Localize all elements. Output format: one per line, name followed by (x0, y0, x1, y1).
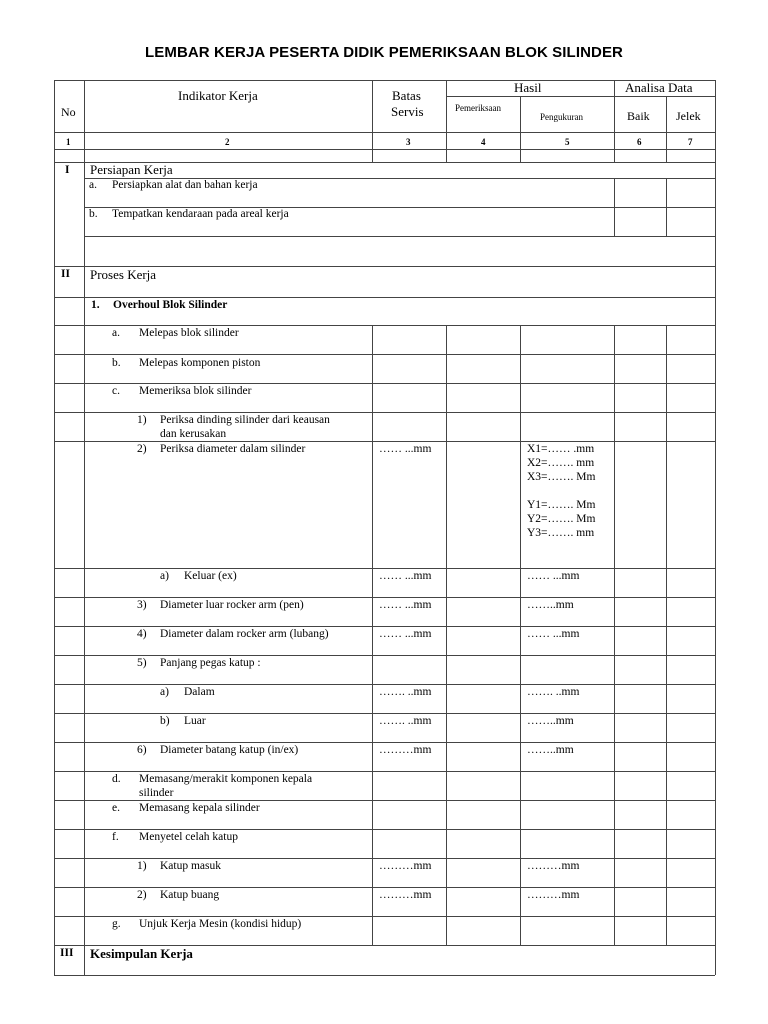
item-label: Panjang pegas katup : (160, 657, 261, 669)
measurement-value: …… ...mm (527, 570, 580, 582)
item-marker: 3) (137, 599, 147, 611)
item-label: Tempatkan kendaraan pada areal kerja (112, 208, 289, 220)
batas-value: …… ...mm (379, 570, 432, 582)
item-label: Luar (184, 715, 206, 727)
table-line (666, 178, 667, 236)
table-line (54, 655, 715, 656)
item-marker: a. (89, 179, 97, 191)
item-label: Memeriksa blok silinder (139, 385, 252, 397)
measurement-value: ……..mm (527, 715, 574, 727)
section-title: Proses Kerja (90, 267, 157, 282)
item-marker: b. (112, 357, 121, 369)
batas-value: …… ...mm (379, 599, 432, 611)
item-marker: 2) (137, 889, 147, 901)
batas-value: …… ...mm (379, 628, 432, 640)
item-label: Diameter dalam rocker arm (lubang) (160, 628, 329, 640)
batas-value: ……. ..mm (379, 715, 432, 727)
header-hasil: Hasil (514, 80, 542, 95)
document-title: LEMBAR KERJA PESERTA DIDIK PEMERIKSAAN BLOK SILINDER (144, 44, 623, 61)
batas-value: ……. ..mm (379, 686, 432, 698)
column-number: 3 (406, 137, 411, 147)
item-marker: a) (160, 570, 169, 582)
measurement-value: …… ...mm (527, 628, 580, 640)
table-line (372, 325, 373, 945)
section-number: II (61, 268, 70, 280)
table-line (520, 325, 521, 945)
measurement-value: ………mm (527, 860, 580, 872)
header-indikator: Indikator Kerja (178, 88, 258, 103)
item-label: silinder (139, 787, 174, 799)
item-label: Periksa dinding silinder dari keausan (160, 414, 330, 426)
header-analisa: Analisa Data (625, 80, 693, 95)
column-number: 2 (225, 137, 230, 147)
table-line (54, 975, 715, 976)
table-line (54, 412, 715, 413)
column-number: 5 (565, 137, 570, 147)
table-line (446, 80, 447, 162)
item-marker: a. (112, 327, 120, 339)
section-number: III (60, 947, 74, 959)
measurement-value: Y3=……. mm (527, 527, 595, 539)
item-marker: b) (160, 715, 170, 727)
item-label: Periksa diameter dalam silinder (160, 443, 306, 455)
item-label: Melepas komponen piston (139, 357, 261, 369)
item-marker: d. (112, 773, 121, 785)
item-label: Diameter batang katup (in/ex) (160, 744, 299, 756)
header-jelek: Jelek (676, 109, 701, 123)
header-no: No (61, 105, 76, 119)
column-number: 4 (481, 137, 486, 147)
item-label: Melepas blok silinder (139, 327, 239, 339)
table-line (372, 80, 373, 162)
item-marker: a) (160, 686, 169, 698)
table-line (715, 80, 716, 975)
table-line (666, 96, 667, 162)
batas-value: ………mm (379, 744, 432, 756)
item-marker: g. (112, 918, 121, 930)
item-label: Memasang/merakit komponen kepala (139, 773, 313, 785)
section-title: Persiapan Kerja (90, 162, 173, 177)
measurement-value: ……..mm (527, 599, 574, 611)
batas-value: ………mm (379, 860, 432, 872)
header-batas-line2: Servis (391, 104, 424, 119)
table-line (614, 80, 615, 162)
section-number: I (65, 164, 70, 176)
item-label: Unjuk Kerja Mesin (kondisi hidup) (139, 918, 302, 930)
item-label: Menyetel celah katup (139, 831, 238, 843)
table-line (84, 80, 85, 975)
table-line (54, 80, 55, 975)
item-marker: b. (89, 208, 98, 220)
item-label: Katup masuk (160, 860, 222, 872)
item-label: Katup buang (160, 889, 220, 901)
item-marker: 1) (137, 414, 147, 426)
item-marker: 1) (137, 860, 147, 872)
header-baik: Baik (627, 109, 650, 123)
item-marker: 6) (137, 744, 147, 756)
item-label: Keluar (ex) (184, 570, 237, 582)
table-line (666, 325, 667, 945)
subsection-title: Overhoul Blok Silinder (113, 299, 228, 311)
column-number: 1 (66, 137, 71, 147)
table-line (446, 325, 447, 945)
item-label: Diameter luar rocker arm (pen) (160, 599, 304, 611)
item-label: Dalam (184, 686, 215, 698)
item-marker: 5) (137, 657, 147, 669)
measurement-value: ……. ..mm (527, 686, 580, 698)
measurement-value: Y1=……. Mm (527, 499, 596, 511)
item-marker: f. (112, 831, 119, 843)
measurement-value: Y2=……. Mm (527, 513, 596, 525)
table-line (54, 132, 715, 133)
measurement-value: X2=……. mm (527, 457, 595, 469)
item-marker: c. (112, 385, 120, 397)
column-number: 7 (688, 137, 693, 147)
measurement-value: ……..mm (527, 744, 574, 756)
header-pengukuran: Pengukuran (540, 112, 583, 122)
item-label: Memasang kepala silinder (139, 802, 260, 814)
table-line (84, 236, 715, 237)
table-line (614, 178, 615, 236)
batas-value: …… ...mm (379, 443, 432, 455)
section-title: Kesimpulan Kerja (90, 946, 193, 961)
item-marker: e. (112, 802, 120, 814)
column-number: 6 (637, 137, 642, 147)
table-line (446, 96, 715, 97)
table-line (54, 149, 715, 150)
header-batas-line1: Batas (392, 88, 421, 103)
measurement-value: X3=……. Mm (527, 471, 596, 483)
table-line (614, 325, 615, 945)
measurement-value: ………mm (527, 889, 580, 901)
table-line (54, 80, 715, 81)
table-line (54, 354, 715, 355)
subsection-marker: 1. (91, 299, 100, 311)
batas-value: ………mm (379, 889, 432, 901)
table-line (520, 96, 521, 162)
header-pemeriksaan: Pemeriksaan (455, 103, 501, 113)
measurement-value: X1=…… .mm (527, 443, 595, 455)
item-marker: 2) (137, 443, 147, 455)
item-label: Persiapkan alat dan bahan kerja (112, 179, 258, 191)
item-label: dan kerusakan (160, 428, 227, 440)
item-marker: 4) (137, 628, 147, 640)
